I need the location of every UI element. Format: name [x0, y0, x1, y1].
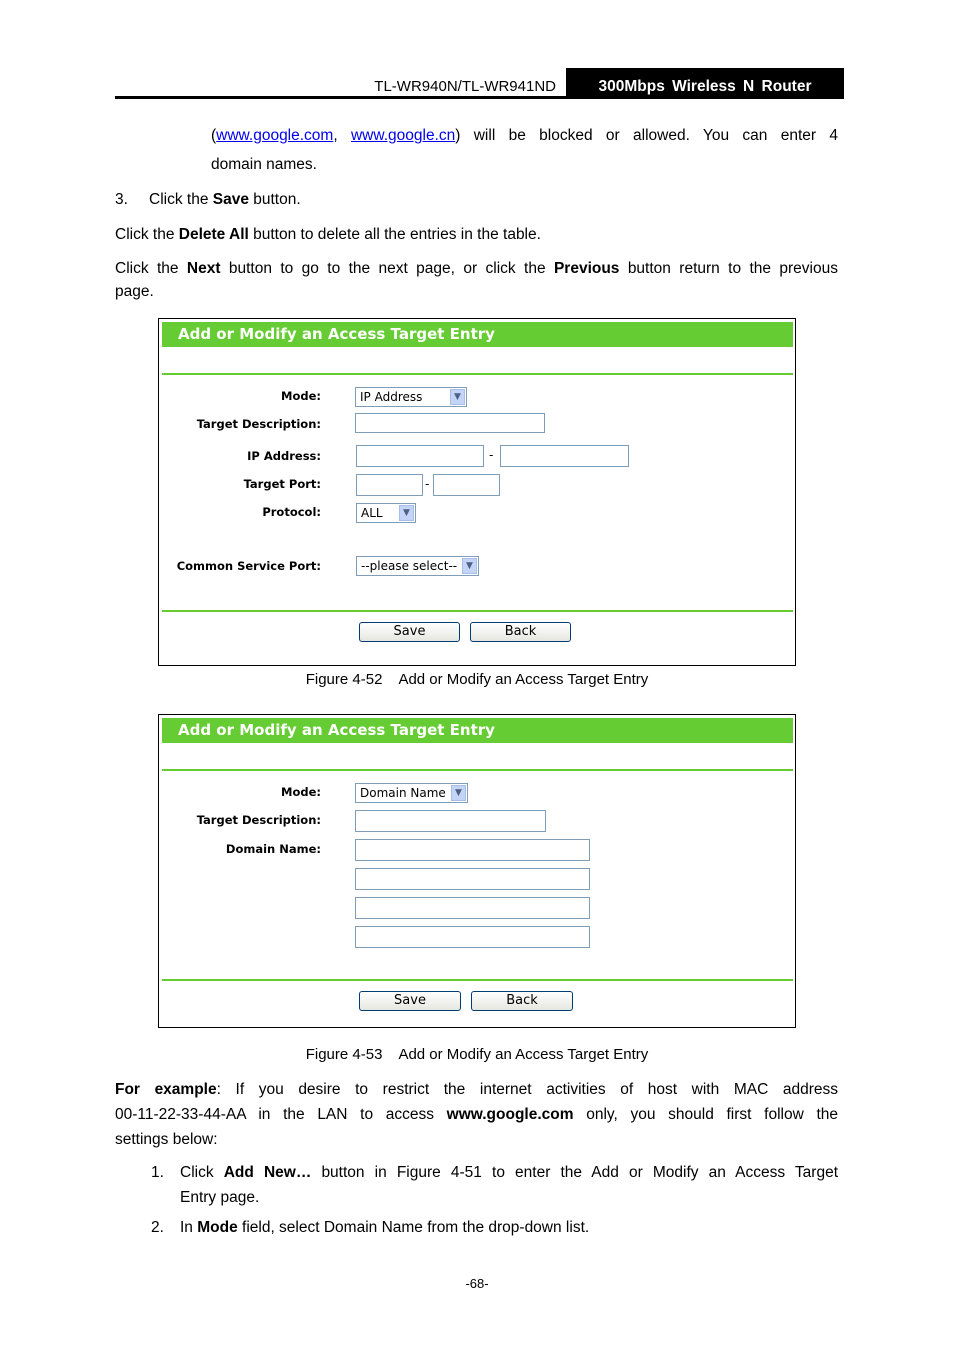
link-google-cn[interactable]: www.google.cn: [350, 127, 456, 144]
header-product-badge: 300Mbps Wireless N Router: [566, 68, 844, 98]
ip-address-start-input[interactable]: [356, 445, 484, 467]
chevron-down-icon: ▼: [462, 558, 477, 574]
form-bottom-divider: [162, 979, 793, 981]
link-google-com[interactable]: www.google.com: [216, 127, 334, 144]
header-rule: [115, 96, 844, 99]
step-3-text: Click the Save button.: [149, 191, 301, 208]
delete-all-paragraph: Click the Delete All button to delete all the entries in the table.: [115, 226, 541, 243]
step-2-number: 2.: [151, 1219, 164, 1236]
domain-name-input-1[interactable]: [355, 839, 590, 861]
chevron-down-icon: ▼: [450, 389, 465, 405]
mode-select[interactable]: Domain Name ▼: [355, 783, 468, 803]
form-bottom-divider: [162, 610, 793, 612]
save-button[interactable]: Save: [359, 622, 460, 642]
form-top-divider: [162, 769, 793, 771]
mode-label: Mode:: [281, 389, 321, 403]
target-port-label: Target Port:: [243, 477, 321, 491]
intro-line-1: (www.google.com, www.google.cn) will be blocked or allowed. You can enter 4: [211, 127, 838, 144]
target-port-start-input[interactable]: [356, 474, 423, 496]
step-3-number: 3.: [115, 191, 128, 208]
domain-name-label: Domain Name:: [225, 842, 321, 856]
save-button[interactable]: Save: [359, 991, 461, 1011]
protocol-label: Protocol:: [262, 505, 321, 519]
common-service-port-select[interactable]: --please select-- ▼: [356, 556, 479, 576]
header-model: TL-WR940N/TL-WR941ND: [374, 78, 556, 95]
ip-address-label: IP Address:: [247, 449, 321, 463]
example-line-3: settings below:: [115, 1131, 218, 1148]
page-number: -68-: [465, 1276, 489, 1291]
domain-name-input-4[interactable]: [355, 926, 590, 948]
figure-4-52-caption: Figure 4-52 Add or Modify an Access Target Entry: [305, 671, 649, 688]
common-service-port-label: Common Service Port:: [176, 559, 321, 573]
example-line-1: For example: If you desire to restrict the internet activities of host with MAC address: [115, 1081, 839, 1098]
form-title: Add or Modify an Access Target Entry: [162, 322, 793, 347]
next-previous-line-2: page.: [115, 283, 154, 300]
mode-label: Mode:: [281, 785, 321, 799]
form-top-divider: [162, 373, 793, 375]
step-1-line-1: Click Add New… button in Figure 4-51 to enter the Add or Modify an Access Target: [180, 1164, 839, 1181]
target-port-end-input[interactable]: [433, 474, 500, 496]
form-title: Add or Modify an Access Target Entry: [162, 718, 793, 743]
figure-4-53-caption: Figure 4-53 Add or Modify an Access Target Entry: [305, 1046, 649, 1063]
next-previous-line-1: Click the Next button to go to the next page, or click the Previous button return to the previous: [115, 260, 838, 277]
mode-select[interactable]: IP Address ▼: [355, 387, 467, 407]
chevron-down-icon: ▼: [451, 785, 466, 801]
target-description-label: Target Description:: [196, 417, 321, 431]
target-description-label: Target Description:: [196, 813, 321, 827]
step-1-number: 1.: [151, 1164, 164, 1181]
back-button[interactable]: Back: [470, 622, 571, 642]
target-description-input[interactable]: [355, 810, 546, 832]
domain-name-input-3[interactable]: [355, 897, 590, 919]
access-target-form-ip: [158, 318, 796, 666]
port-range-dash: -: [425, 477, 430, 491]
chevron-down-icon: ▼: [399, 505, 414, 521]
access-target-form-domain: [158, 714, 796, 1028]
step-1-line-2: Entry page.: [180, 1189, 260, 1206]
example-line-2: 00-11-22-33-44-AA in the LAN to access www.google.com only, you should first follow the: [115, 1106, 838, 1123]
domain-name-input-2[interactable]: [355, 868, 590, 890]
back-button[interactable]: Back: [471, 991, 573, 1011]
ip-address-end-input[interactable]: [500, 445, 629, 467]
protocol-select[interactable]: ALL ▼: [356, 503, 416, 523]
step-2-text: In Mode field, select Domain Name from the drop-down list.: [180, 1219, 590, 1236]
target-description-input[interactable]: [355, 413, 545, 433]
ip-range-dash: -: [489, 448, 494, 462]
intro-line-2: domain names.: [211, 156, 317, 173]
